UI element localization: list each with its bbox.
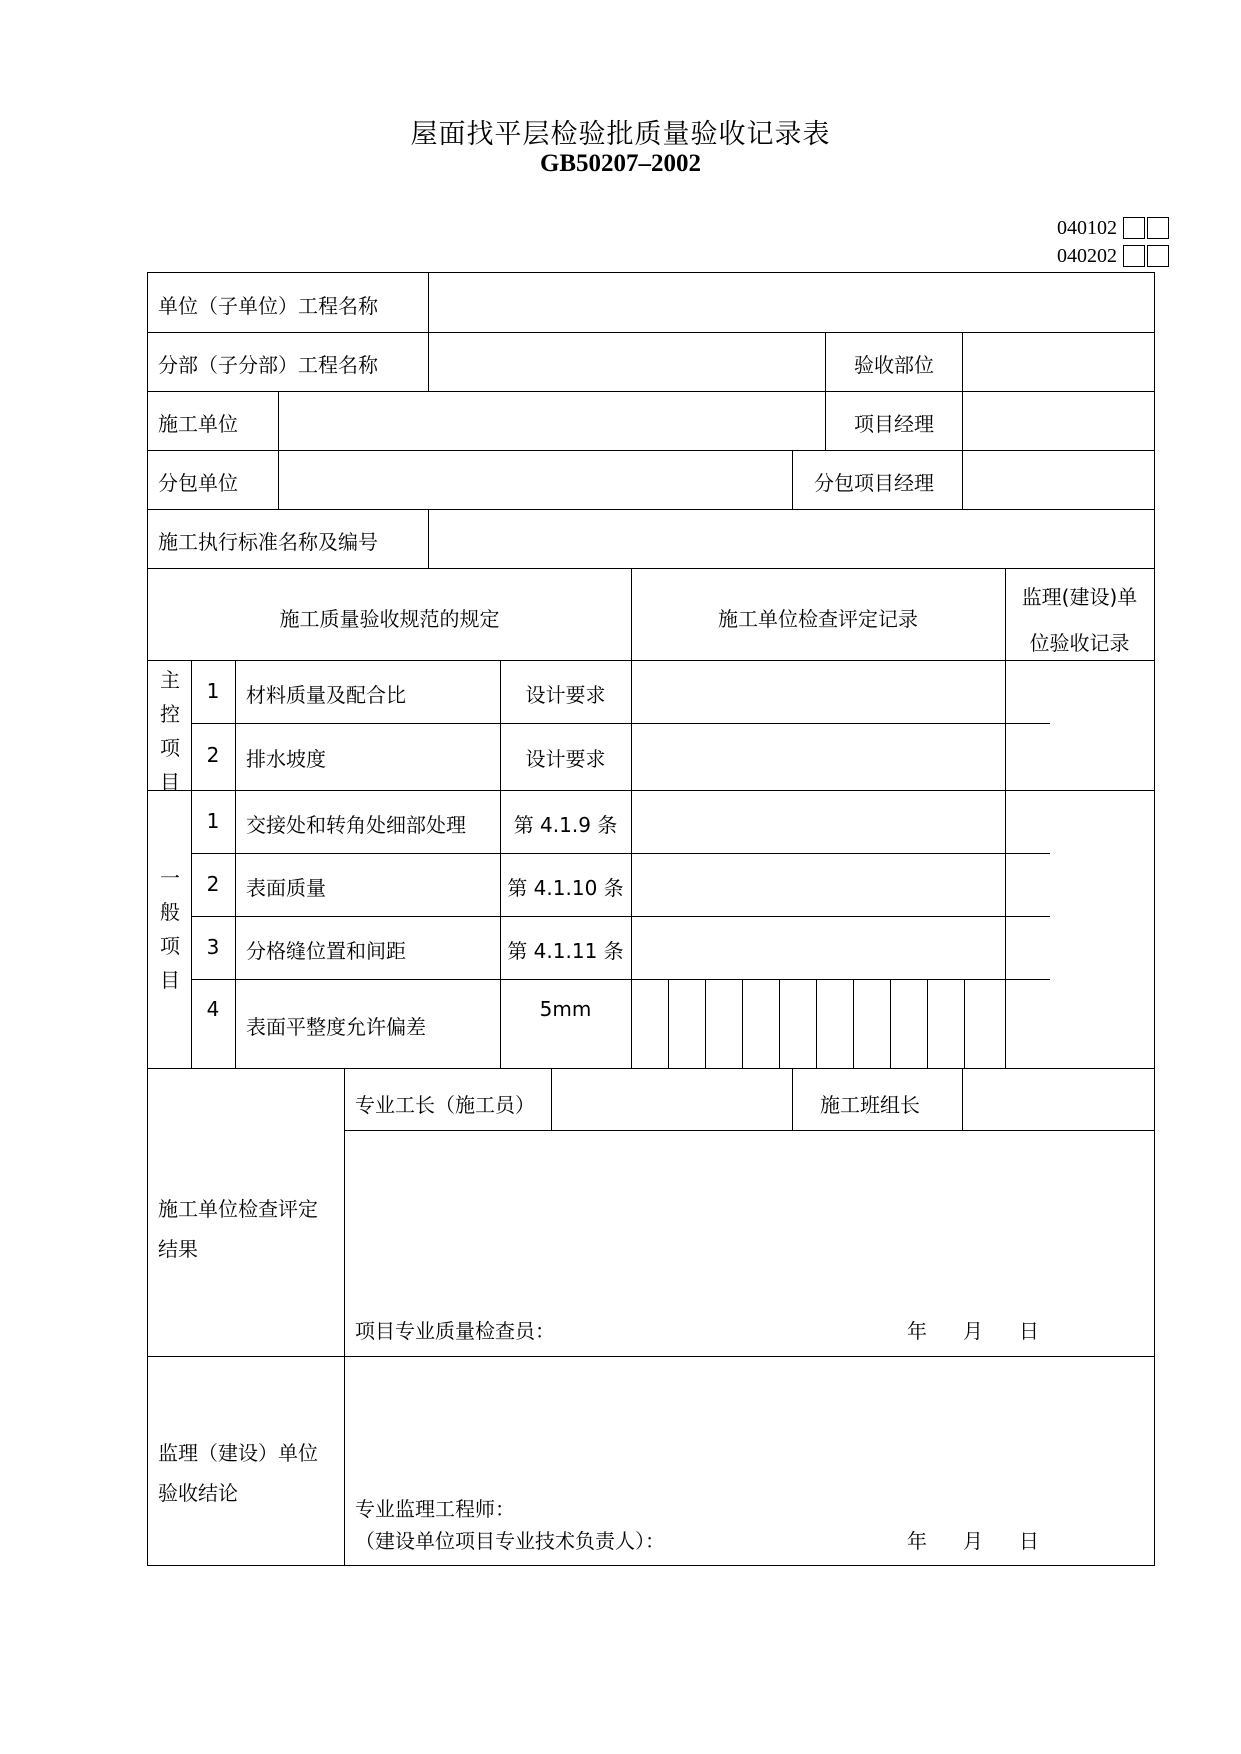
label-char: 控 — [160, 702, 180, 726]
acceptance-form — [147, 272, 1155, 1566]
measure-cell-divider — [742, 979, 743, 1068]
measure-cell-divider — [779, 979, 780, 1068]
item-name: 表面平整度允许偏差 — [246, 1015, 426, 1039]
month-label: 月 — [963, 1529, 983, 1553]
division-project-name-label: 分部（子分部）工程名称 — [158, 353, 378, 377]
item-name: 表面质量 — [246, 876, 326, 900]
general-items-label — [158, 861, 182, 997]
label-char: 一 — [160, 866, 180, 890]
day-label: 日 — [1019, 1529, 1039, 1553]
item-number: 1 — [206, 679, 220, 703]
row-divider — [191, 853, 1050, 854]
item-number: 3 — [206, 935, 220, 959]
page-title: 屋面找平层检验批质量验收记录表 — [410, 119, 831, 150]
row-divider — [191, 916, 1050, 917]
row-divider — [148, 568, 1154, 569]
col-divider — [962, 332, 963, 509]
row-divider — [148, 332, 1154, 333]
main-control-label — [158, 663, 182, 799]
item-number: 2 — [206, 872, 220, 896]
col-divider — [962, 1068, 963, 1130]
measure-cell-divider — [853, 979, 854, 1068]
item-requirement: 第 4.1.11 条 — [507, 939, 624, 963]
item-requirement: 第 4.1.9 条 — [513, 813, 618, 837]
row-divider — [148, 790, 1154, 791]
item-name: 分格缝位置和间距 — [246, 939, 406, 963]
row-divider — [148, 1068, 1154, 1069]
construction-unit-label: 施工单位 — [158, 412, 238, 436]
col-divider — [792, 1068, 793, 1130]
acceptance-part-label: 验收部位 — [854, 353, 934, 377]
result-label — [158, 1189, 318, 1269]
code-checkbox[interactable] — [1123, 245, 1145, 267]
col-divider — [344, 1068, 345, 1565]
row-divider — [148, 660, 1154, 661]
col-divider — [825, 332, 826, 450]
item-requirement: 设计要求 — [525, 683, 606, 707]
label-char: 主 — [160, 668, 180, 692]
col-divider — [551, 1068, 552, 1130]
conclusion-label-line: 验收结论 — [158, 1481, 238, 1505]
row-divider — [148, 1356, 1154, 1357]
row-divider — [191, 979, 1050, 980]
form-code: 040102 — [1057, 216, 1117, 239]
month-label: 月 — [963, 1319, 983, 1343]
col-divider — [428, 509, 429, 568]
col-divider — [792, 450, 793, 509]
item-name: 排水坡度 — [246, 747, 326, 771]
item-requirement: 第 4.1.10 条 — [507, 876, 624, 900]
label-char: 般 — [160, 900, 180, 924]
supervision-header-line2: 位验收记录 — [1029, 631, 1130, 655]
item-number: 1 — [206, 809, 220, 833]
year-label: 年 — [907, 1529, 927, 1553]
label-char: 项 — [160, 736, 180, 760]
team-leader-label: 施工班组长 — [820, 1093, 920, 1117]
measure-cell-divider — [668, 979, 669, 1068]
row-divider — [344, 1130, 1154, 1131]
row-divider — [148, 450, 1154, 451]
item-name: 交接处和转角处细部处理 — [246, 813, 466, 837]
item-name: 材料质量及配合比 — [246, 683, 406, 707]
conclusion-label-line: 监理（建设）单位 — [158, 1441, 318, 1465]
col-divider — [235, 660, 236, 1068]
day-label: 日 — [1019, 1319, 1039, 1343]
conclusion-label — [158, 1433, 318, 1513]
spec-rules-header: 施工质量验收规范的规定 — [279, 607, 500, 631]
project-manager-label: 项目经理 — [854, 412, 934, 436]
item-requirement: 设计要求 — [525, 747, 606, 771]
code-checkbox[interactable] — [1147, 217, 1169, 239]
col-divider — [428, 273, 429, 391]
standard-name-label: 施工执行标准名称及编号 — [158, 530, 378, 554]
row-divider — [191, 723, 1050, 724]
code-checkbox[interactable] — [1147, 245, 1169, 267]
row-divider — [148, 391, 1154, 392]
engineer-label: 专业监理工程师： — [355, 1497, 515, 1521]
measure-cell-divider — [705, 979, 706, 1068]
col-divider — [631, 568, 632, 1068]
year-label: 年 — [907, 1319, 927, 1343]
item-requirement: 5mm — [539, 997, 592, 1021]
measure-cell-divider — [964, 979, 965, 1068]
form-code-row-1 — [1057, 216, 1169, 240]
label-char: 目 — [160, 770, 180, 794]
code-checkbox[interactable] — [1123, 217, 1145, 239]
result-label-line: 施工单位检查评定 — [158, 1197, 318, 1221]
inspector-label: 项目专业质量检查员： — [355, 1319, 555, 1343]
row-divider — [148, 509, 1154, 510]
unit-project-name-label: 单位（子单位）工程名称 — [158, 294, 378, 318]
label-char: 目 — [160, 968, 180, 992]
standard-code: GB50207‒2002 — [539, 150, 702, 177]
supervision-header-line1: 监理(建设)单 — [1021, 585, 1138, 609]
label-char: 项 — [160, 934, 180, 958]
item-number: 4 — [206, 997, 220, 1021]
foreman-label: 专业工长（施工员） — [355, 1093, 535, 1117]
check-record-header: 施工单位检查评定记录 — [718, 607, 918, 631]
subcontract-unit-label: 分包单位 — [158, 471, 238, 495]
form-code: 040202 — [1057, 244, 1117, 267]
col-divider — [278, 391, 279, 509]
measure-cell-divider — [890, 979, 891, 1068]
form-code-row-2 — [1057, 244, 1169, 268]
subcontract-manager-label: 分包项目经理 — [814, 471, 934, 495]
engineer-alt-label: （建设单位项目专业技术负责人）： — [355, 1529, 665, 1553]
measure-cell-divider — [816, 979, 817, 1068]
item-number: 2 — [206, 743, 220, 767]
result-label-line: 结果 — [158, 1237, 198, 1261]
measure-cell-divider — [927, 979, 928, 1068]
